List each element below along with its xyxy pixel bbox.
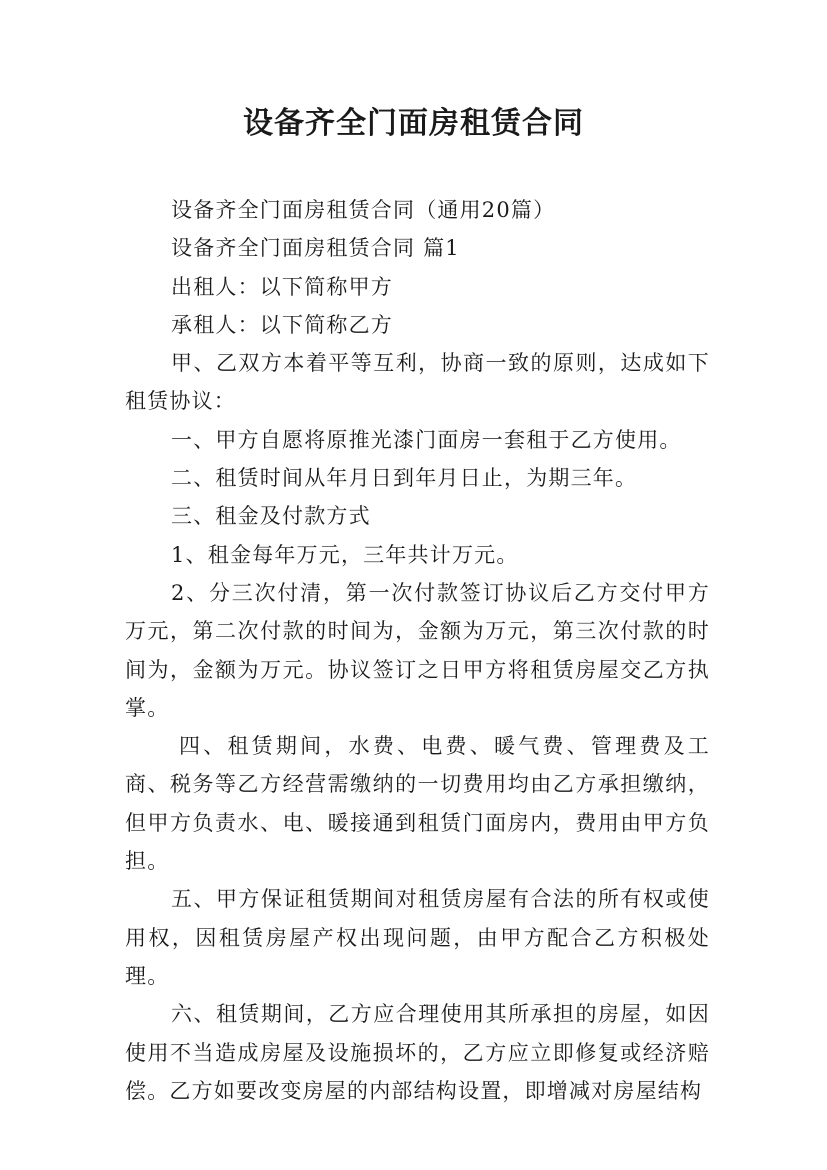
paragraph-section-heading: 设备齐全门面房租赁合同 篇1 — [171, 236, 460, 261]
paragraph-subtitle: 设备齐全门面房租赁合同（通用20篇） — [171, 198, 556, 222]
paragraph-clause-5: 五、甲方保证租赁期间对租赁房屋有合法的所有权或使用权，因租赁房屋产权出现问题，由甲方配合乙方积极处理。 — [125, 887, 710, 988]
paragraph-clause-1: 一、甲方自愿将原推光漆门面房一套租于乙方使用。 — [171, 427, 682, 452]
paragraph-clause-6: 六、租赁期间，乙方应合理使用其所承担的房屋，如因使用不当造成房屋及设施损坏的，乙方应立即修复或经济赔偿。乙方如要改变房屋的内部结构设置，即增减对房屋结构 — [125, 1002, 710, 1103]
paragraph-lessee: 承租人：以下简称乙方 — [171, 312, 393, 337]
document-title: 设备齐全门面房租赁合同 — [243, 106, 584, 141]
paragraph-clause-3-1: 1、租金每年万元，三年共计万元。 — [171, 542, 519, 567]
paragraph-preamble: 甲、乙双方本着平等互利，协商一致的原则，达成如下租赁协议： — [125, 351, 710, 414]
paragraph-clause-4: 四、租赁期间，水费、电费、暖气费、管理费及工商、税务等乙方经营需缴纳的一切费用均由乙方承担缴纳，但甲方负责水、电、暖接通到租赁门面房内，费用由甲方负担。 — [125, 734, 710, 874]
paragraph-clause-3: 三、租金及付款方式 — [171, 504, 371, 529]
document-body — [125, 191, 710, 1110]
paragraph-clause-3-2: 2、分三次付清，第一次付款签订协议后乙方交付甲方万元，第二次付款的时间为，金额为万元，第三次付款的时间为，金额为万元。协议签订之日甲方将租赁房屋交乙方执掌。 — [125, 580, 710, 720]
paragraph-lessor: 出租人：以下简称甲方 — [171, 274, 393, 299]
paragraph-clause-2: 二、租赁时间从年月日到年月日止，为期三年。 — [171, 466, 638, 491]
